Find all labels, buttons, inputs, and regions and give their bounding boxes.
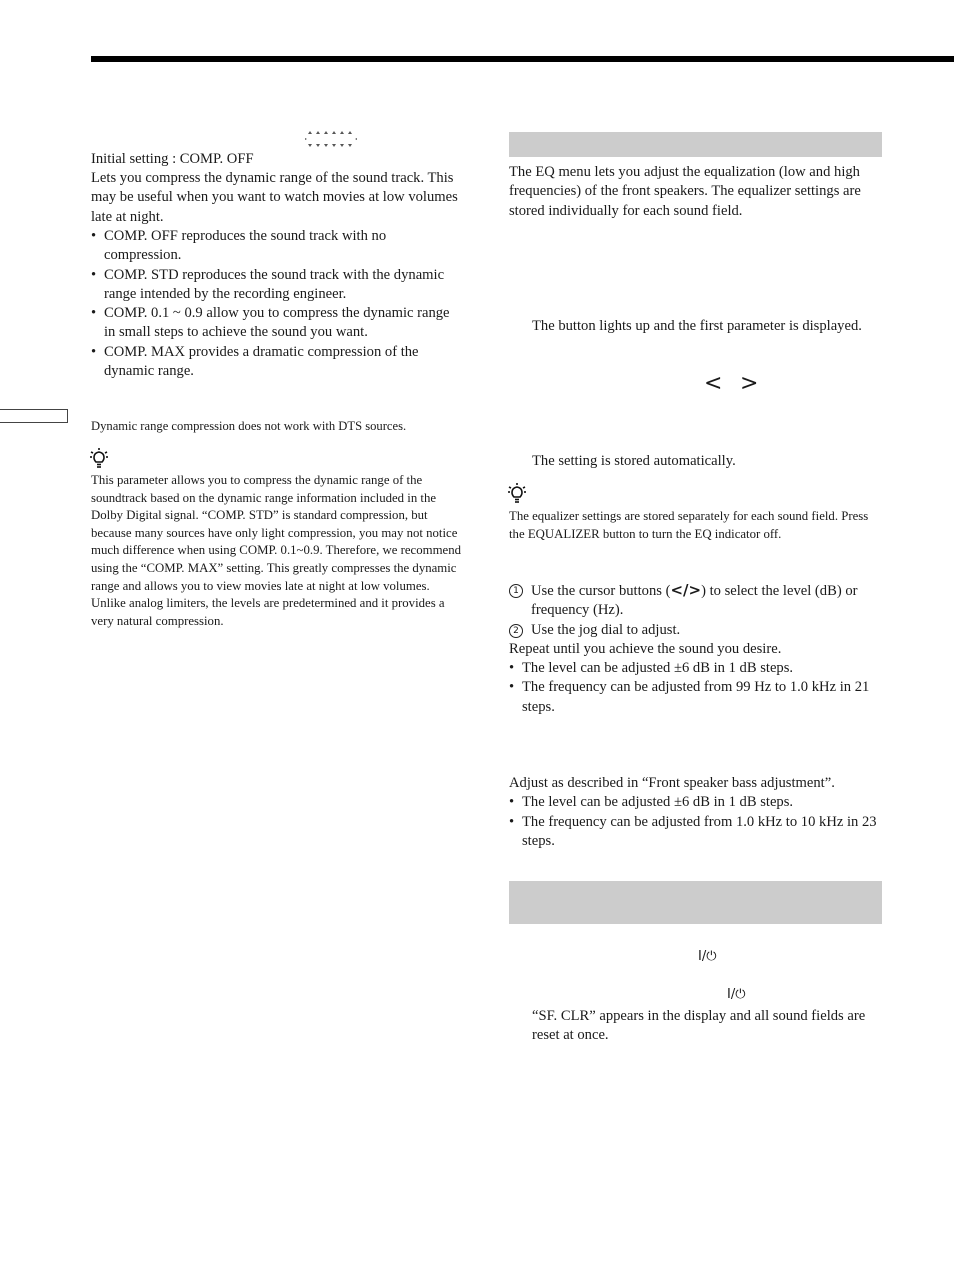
eq-intro: The EQ menu lets you adjust the equalization (low and high frequencies) of the front speakers. The equalizer settings are stored individually for each sound field. <box>509 164 861 219</box>
step-2: 2 Use the jog dial to adjust. <box>509 621 882 640</box>
tip-text: This parameter allows you to compress the dynamic range of the soundtrack based on the dynamic range information included in the Dolby Digital signal. “COMP. STD” is standard compression, but because many sources have only light compression, you may not notice much difference when using COMP. 0.1~0.9. Therefore, we recommend using the “COMP. MAX” setting. This greatly compresses the dynamic range and allows you to view movies late at night at low volumes. Unlike analog limiters, the levels are predetermined and it provides a very natural compression. <box>91 473 461 628</box>
top-rule <box>91 56 954 62</box>
list-item: • COMP. MAX provides a dramatic compression of the dynamic range. <box>91 343 461 382</box>
sf-clr-note: “SF. CLR” appears in the display and all sound fields are reset at once. <box>532 1008 866 1044</box>
list-item: • COMP. OFF reproduces the sound track with no compression. <box>91 227 461 266</box>
list-item: • The level can be adjusted ±6 dB in 1 dB steps. <box>509 659 882 678</box>
bass-adjust-list <box>509 659 882 717</box>
step-number: 2 <box>509 624 523 638</box>
list-item: • COMP. 0.1 ~ 0.9 allow you to compress the dynamic range in small steps to achieve the sound you want. <box>91 304 461 343</box>
list-item: • The level can be adjusted ±6 dB in 1 dB steps. <box>509 793 882 812</box>
step-1: 1 Use the cursor buttons (</>) to select the level (dB) or frequency (Hz). <box>509 581 882 621</box>
cursor-left-icon: < <box>704 371 723 396</box>
tip-lightbulb-icon <box>90 448 110 470</box>
list-item: • The frequency can be adjusted from 99 Hz to 1.0 kHz in 21 steps. <box>509 678 882 717</box>
adjust-as-note: Adjust as described in “Front speaker bass adjustment”. <box>509 775 835 791</box>
step-number: 1 <box>509 584 523 598</box>
section-tab <box>0 409 68 423</box>
reset-section-heading-bar <box>509 881 882 924</box>
initial-setting: Initial setting : COMP. OFF <box>91 151 254 167</box>
treble-adjust-list <box>509 793 882 851</box>
power-icon: I/⏻ <box>727 987 746 1002</box>
compression-intro: Lets you compress the dynamic range of the sound track. This may be useful when you want to watch movies at low volumes late at night. <box>91 170 458 225</box>
power-icon: I/⏻ <box>698 949 717 964</box>
cursor-buttons-icon: </> <box>670 581 702 599</box>
tip-lightbulb-icon <box>508 483 528 505</box>
treble-steps <box>509 774 882 851</box>
bass-steps <box>509 581 882 717</box>
eq-section-heading-bar <box>509 132 882 157</box>
dts-note: Dynamic range compression does not work with DTS sources. <box>91 419 407 433</box>
stored-automatically-note: The setting is stored automatically. <box>532 453 736 469</box>
list-item: • The frequency can be adjusted from 1.0 kHz to 10 kHz in 23 steps. <box>509 813 882 852</box>
list-item: • COMP. STD reproduces the sound track with the dynamic range intended by the recording engineer. <box>91 266 461 305</box>
repeat-note: Repeat until you achieve the sound you desire. <box>509 640 782 657</box>
compression-options-list <box>91 227 461 381</box>
cursor-right-icon: > <box>740 371 759 396</box>
button-lights-note: The button lights up and the first parameter is displayed. <box>532 318 862 334</box>
display-indicator-icon <box>305 130 359 150</box>
eq-tip-text: The equalizer settings are stored separately for each sound field. Press the EQUALIZER button to turn the EQ indicator off. <box>509 509 869 541</box>
